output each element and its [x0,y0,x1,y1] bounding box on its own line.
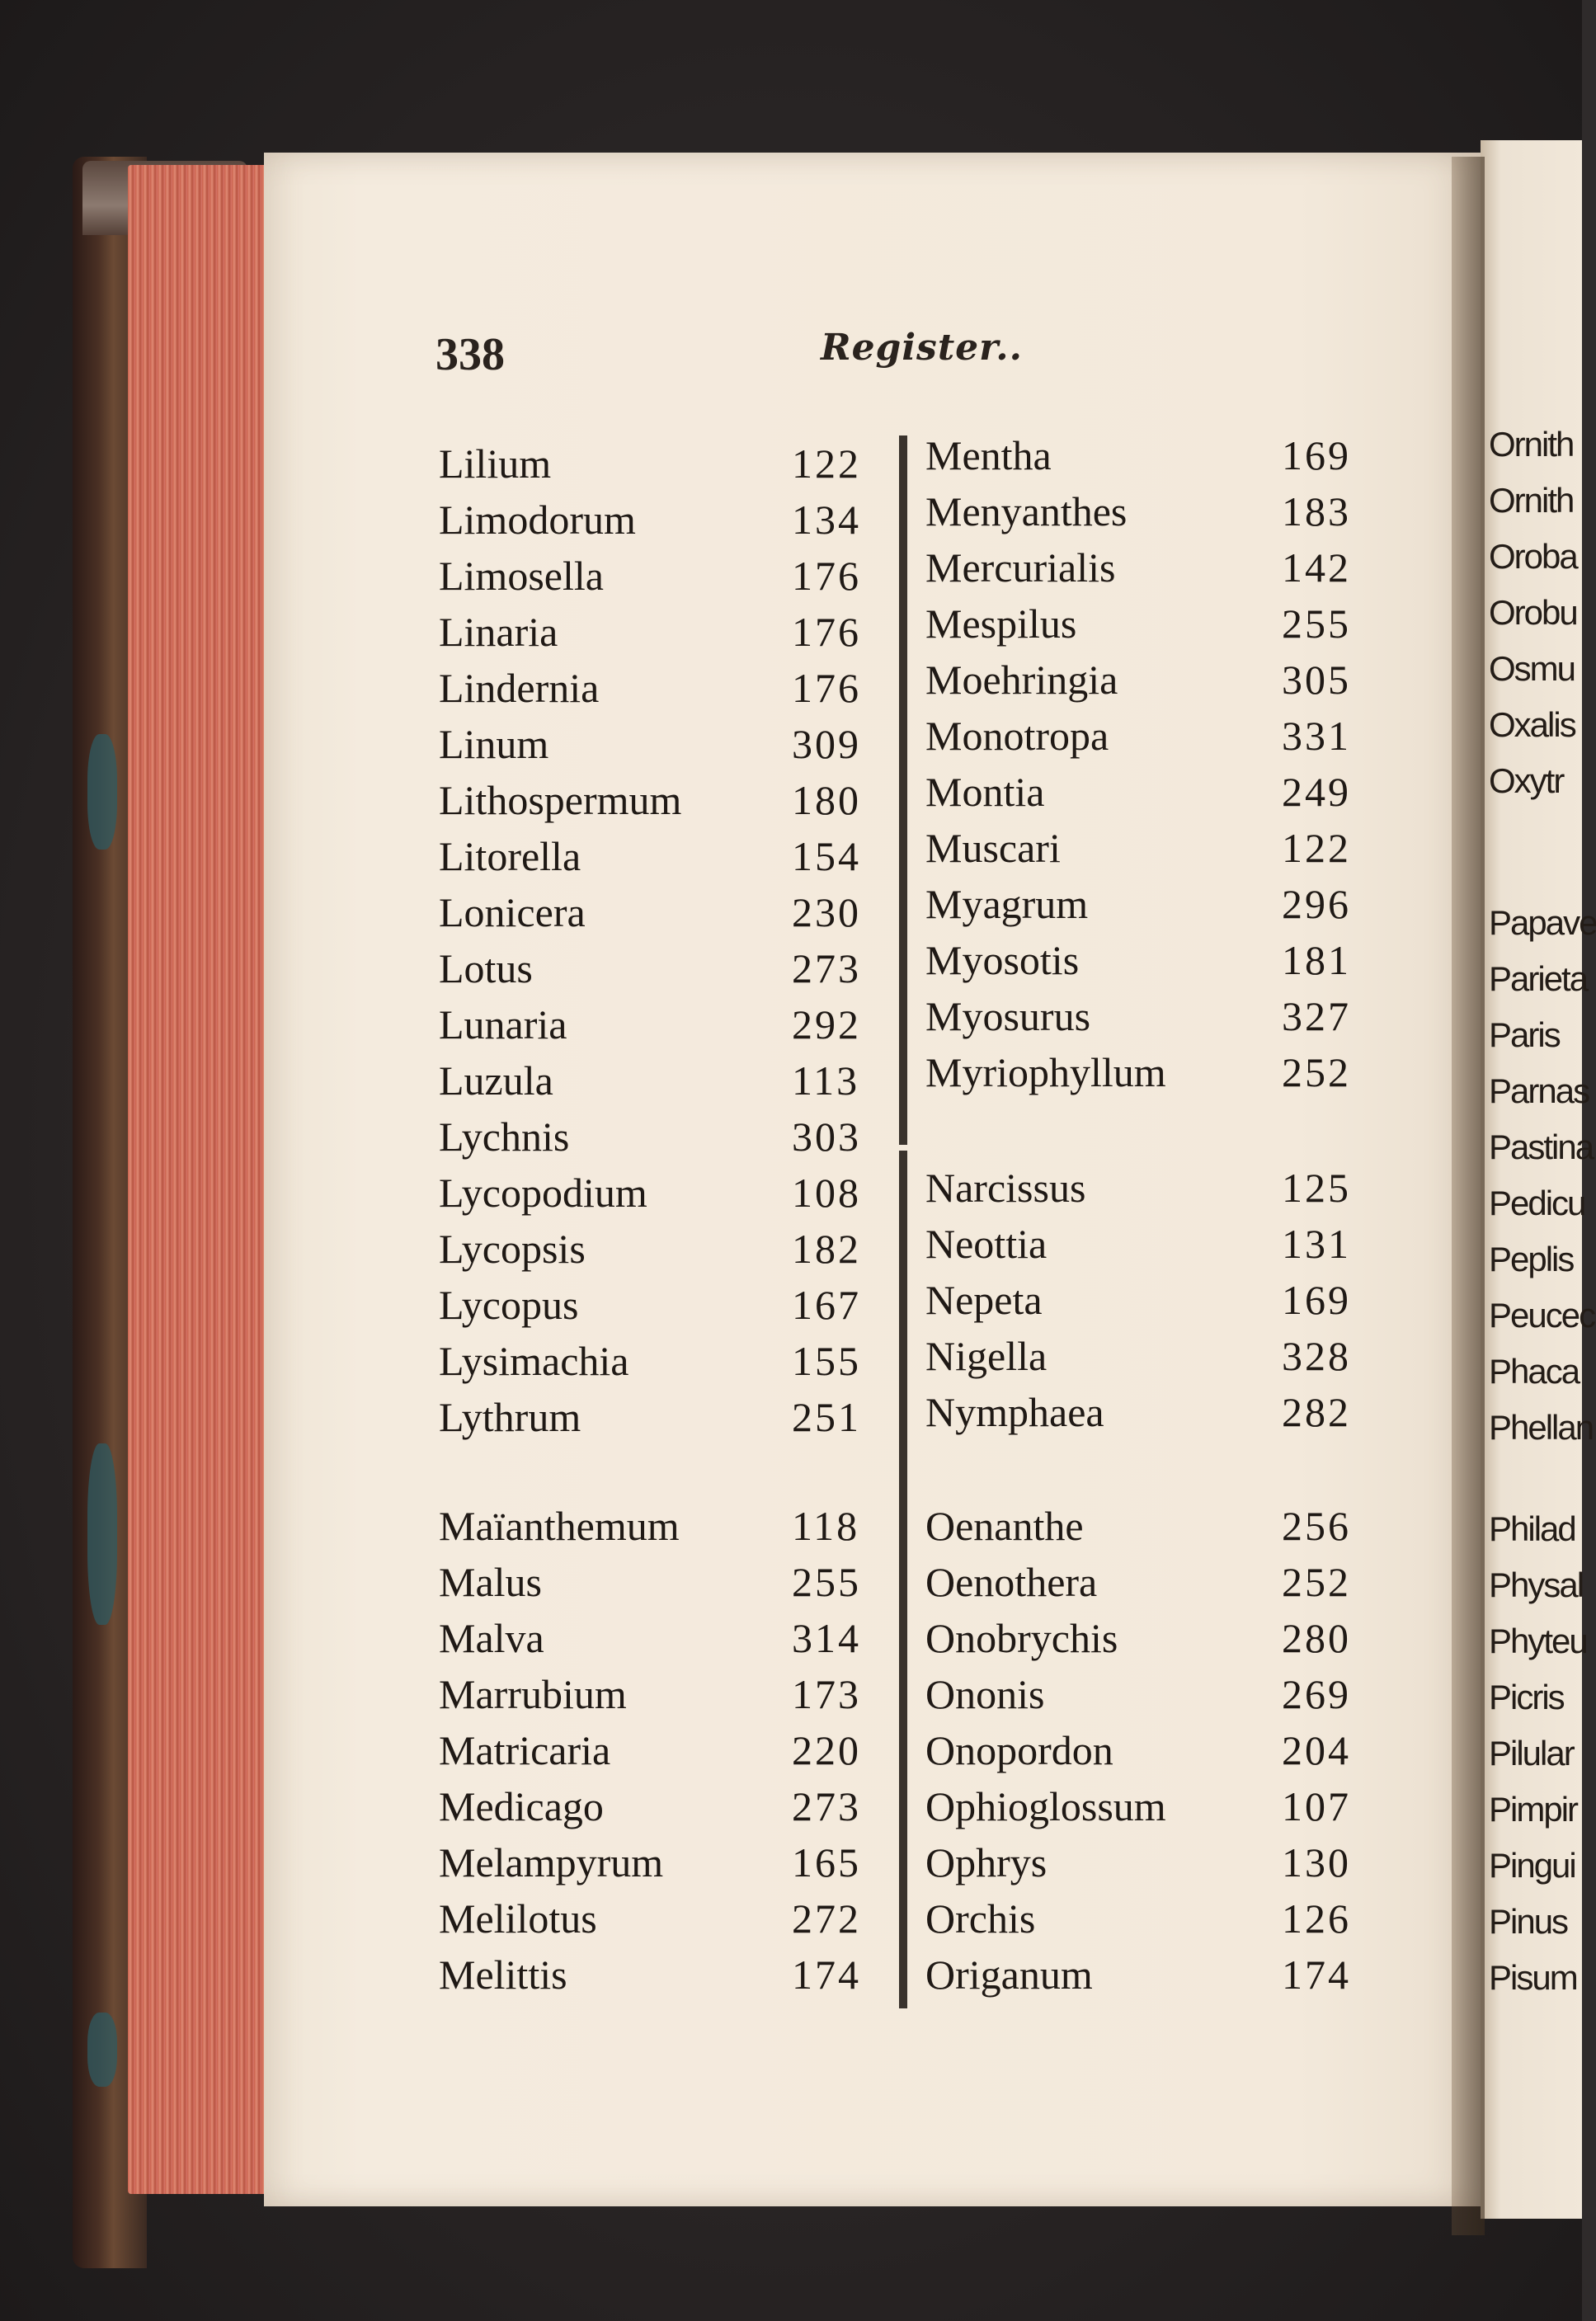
marbling-mark [87,2013,117,2087]
entry-name: Ophioglossum [925,1783,1166,1829]
entry-page-number: 165 [792,1839,861,1886]
entry-name: Onobrychis [925,1615,1118,1661]
index-entry [439,607,907,657]
entry-page-number: 251 [792,1394,861,1440]
entry-page-number: 331 [1282,713,1351,759]
entry-name: Melittis [439,1951,567,1998]
entry-page-number: 122 [1282,825,1351,871]
entry-page-number: 173 [792,1671,861,1717]
adjacent-page-fragment: Ornith [1489,425,1574,464]
entry-page-number: 182 [792,1226,861,1272]
index-entry [925,1331,1397,1381]
index-entry [925,487,1397,536]
index-entry [439,1557,907,1607]
index-entry [439,1613,907,1663]
index-entry [925,711,1397,760]
entry-name: Muscari [925,825,1061,871]
entry-page-number: 122 [792,440,861,487]
entry-page-number: 169 [1282,1277,1351,1323]
entry-name: Ophrys [925,1839,1048,1886]
entry-name: Lycopodium [439,1170,647,1216]
entry-page-number: 180 [792,777,861,823]
adjacent-page-fragment: Pinus [1489,1902,1568,1941]
entry-name: Mercurialis [925,544,1116,591]
entry-page-number: 280 [1282,1615,1351,1661]
entry-page-number: 327 [1282,993,1351,1039]
entry-page-number: 252 [1282,1049,1351,1095]
index-entry [439,1838,907,1887]
entry-page-number: 169 [1282,432,1351,478]
adjacent-page-fragment: Paris [1489,1015,1560,1054]
entry-page-number: 118 [792,1503,860,1549]
entry-name: Origanum [925,1951,1093,1998]
entry-page-number: 269 [1282,1671,1351,1717]
entry-name: Lysimachia [439,1338,629,1384]
entry-page-number: 154 [792,833,861,879]
adjacent-page-fragment: Philad [1489,1509,1575,1548]
index-entry [439,1056,907,1105]
index-entry [439,495,907,544]
index-entry [925,1613,1397,1663]
entry-name: Mentha [925,432,1052,478]
entry-name: Malva [439,1615,544,1661]
index-entry [925,1725,1397,1775]
index-entry [439,887,907,937]
entry-page-number: 296 [1282,881,1351,927]
index-entry [925,1501,1397,1551]
entry-name: Lonicera [439,889,586,935]
entry-page-number: 204 [1282,1727,1351,1773]
entry-page-number: 155 [792,1338,861,1384]
index-entry [439,1224,907,1273]
index-entry [439,1950,907,1999]
entry-name: Ononis [925,1671,1045,1717]
entry-page-number: 107 [1282,1783,1351,1829]
index-entry [925,823,1397,873]
entry-page-number: 230 [792,889,861,935]
entry-name: Limodorum [439,497,636,543]
adjacent-page-fragment: Papave [1489,903,1596,942]
entry-page-number: 134 [792,497,861,543]
entry-name: Onopordon [925,1727,1113,1773]
index-entry [439,719,907,769]
entry-page-number: 181 [1282,937,1351,983]
index-entry [439,1725,907,1775]
entry-name: Marrubium [439,1671,627,1717]
adjacent-page-fragment: Physal [1489,1565,1584,1604]
adjacent-page-fragment: Pilular [1489,1734,1574,1773]
entry-name: Moehringia [925,657,1118,703]
entry-name: Linaria [439,609,558,655]
entry-page-number: 314 [792,1615,861,1661]
index-entry [925,599,1397,648]
entry-page-number: 174 [1282,1951,1351,1998]
adjacent-page-fragment: Pimpir [1489,1790,1578,1829]
index-entry [439,944,907,993]
index-entry [925,1782,1397,1831]
index-entry [439,1280,907,1330]
adjacent-page-fragment: Oroba [1489,537,1577,576]
index-entry [439,1112,907,1161]
entry-name: Matricaria [439,1727,611,1773]
entry-page-number: 328 [1282,1333,1351,1379]
index-entry [925,1163,1397,1212]
entry-name: Lotus [439,945,533,991]
index-entry [925,1838,1397,1887]
index-entry [925,879,1397,929]
adjacent-page-fragment: Parnas [1489,1071,1589,1110]
entry-page-number: 249 [1282,769,1351,815]
index-entry [439,439,907,488]
adjacent-page-fragment: Pastina [1489,1128,1594,1166]
entry-name: Oenothera [925,1559,1098,1605]
adjacent-page-fragment: Phyteu [1489,1622,1587,1660]
entry-name: Litorella [439,833,581,879]
adjacent-page [1481,140,1596,2219]
entry-name: Lindernia [439,665,600,711]
entry-name: Linum [439,721,549,767]
entry-page-number: 174 [792,1951,861,1998]
entry-name: Nigella [925,1333,1048,1379]
entry-name: Lycopsis [439,1226,586,1272]
entry-page-number: 252 [1282,1559,1351,1605]
entry-name: Menyanthes [925,488,1128,534]
entry-name: Monotropa [925,713,1109,759]
index-entry [925,1669,1397,1719]
entry-page-number: 130 [1282,1839,1351,1886]
index-entry [925,1275,1397,1325]
index-entry [439,1782,907,1831]
adjacent-page-fragment: Phaca [1489,1352,1580,1391]
entry-name: Lunaria [439,1001,567,1048]
adjacent-page-fragment: Oxytr [1489,761,1564,800]
index-entry [439,663,907,713]
entry-name: Lycopus [439,1282,579,1328]
entry-page-number: 305 [1282,657,1351,703]
entry-name: Melampyrum [439,1839,664,1886]
index-entry [439,551,907,600]
entry-name: Malus [439,1559,542,1605]
entry-name: Lithospermum [439,777,682,823]
entry-name: Medicago [439,1783,604,1829]
entry-name: Oenanthe [925,1503,1084,1549]
entry-page-number: 256 [1282,1503,1351,1549]
entry-page-number: 176 [792,553,861,599]
entry-name: Orchis [925,1895,1036,1942]
entry-name: Lythrum [439,1394,581,1440]
entry-name: Myosotis [925,937,1080,983]
entry-name: Myriophyllum [925,1049,1166,1095]
entry-page-number: 273 [792,1783,861,1829]
adjacent-page-fragment: Pisum [1489,1958,1577,1997]
column-rule [899,435,907,1145]
entry-page-number: 292 [792,1001,861,1048]
entry-page-number: 183 [1282,488,1351,534]
adjacent-page-fragment: Oxalis [1489,705,1575,744]
page-edges [128,165,272,2194]
page-number: 338 [435,329,505,380]
entry-name: Luzula [439,1057,553,1104]
entry-page-number: 220 [792,1727,861,1773]
index-entry [925,1894,1397,1943]
marbling-mark [87,1443,117,1625]
entry-name: Maïanthemum [439,1503,680,1549]
adjacent-page-fragment: Pingui [1489,1846,1575,1885]
entry-page-number: 176 [792,609,861,655]
adjacent-page-fragment: Peucec [1489,1296,1595,1335]
adjacent-page-fragment: Parieta [1489,959,1588,998]
entry-page-number: 113 [792,1057,860,1104]
adjacent-page-fragment: Peplis [1489,1240,1574,1278]
entry-page-number: 303 [792,1113,861,1160]
entry-name: Mespilus [925,600,1077,647]
entry-name: Narcissus [925,1165,1086,1211]
index-entry [439,775,907,825]
entry-page-number: 108 [792,1170,861,1216]
entry-page-number: 272 [792,1895,861,1942]
index-entry [925,1387,1397,1437]
index-entry [439,1168,907,1217]
entry-name: Myosurus [925,993,1091,1039]
index-entry [925,1048,1397,1097]
entry-page-number: 167 [792,1282,861,1328]
entry-page-number: 309 [792,721,861,767]
adjacent-page-fragment: Phellan [1489,1408,1594,1447]
entry-name: Lychnis [439,1113,570,1160]
entry-name: Lilium [439,440,552,487]
entry-page-number: 273 [792,945,861,991]
index-entry [439,1501,907,1551]
index-entry [439,1392,907,1442]
index-entry [925,1557,1397,1607]
entry-name: Neottia [925,1221,1048,1267]
index-entry [439,1000,907,1049]
index-entry [439,1894,907,1943]
adjacent-page-fragment: Pedicu [1489,1184,1585,1222]
index-entry [925,991,1397,1041]
adjacent-page-fragment: Osmu [1489,649,1575,688]
adjacent-page-fragment: Ornith [1489,481,1574,520]
marbling-mark [87,734,117,850]
entry-page-number: 255 [792,1559,861,1605]
column-rule [899,1151,907,2008]
entry-name: Myagrum [925,881,1089,927]
entry-page-number: 176 [792,665,861,711]
index-entry [925,1219,1397,1269]
index-entry [925,543,1397,592]
entry-page-number: 125 [1282,1165,1351,1211]
index-entry [925,431,1397,480]
index-entry [925,655,1397,704]
index-entry [925,1950,1397,1999]
entry-page-number: 131 [1282,1221,1351,1267]
adjacent-page-fragment: Picris [1489,1678,1564,1716]
entry-page-number: 126 [1282,1895,1351,1942]
index-entry [439,1669,907,1719]
entry-page-number: 142 [1282,544,1351,591]
running-head: Register.. [821,327,1023,369]
entry-name: Melilotus [439,1895,597,1942]
index-entry [925,767,1397,817]
entry-page-number: 255 [1282,600,1351,647]
index-entry [439,831,907,881]
entry-name: Nepeta [925,1277,1043,1323]
index-entry [925,935,1397,985]
adjacent-page-fragment: Orobu [1489,593,1577,632]
entry-name: Montia [925,769,1045,815]
entry-name: Nymphaea [925,1389,1104,1435]
entry-page-number: 282 [1282,1389,1351,1435]
entry-name: Limosella [439,553,604,599]
index-entry [439,1336,907,1386]
page-gutter [1452,157,1485,2235]
